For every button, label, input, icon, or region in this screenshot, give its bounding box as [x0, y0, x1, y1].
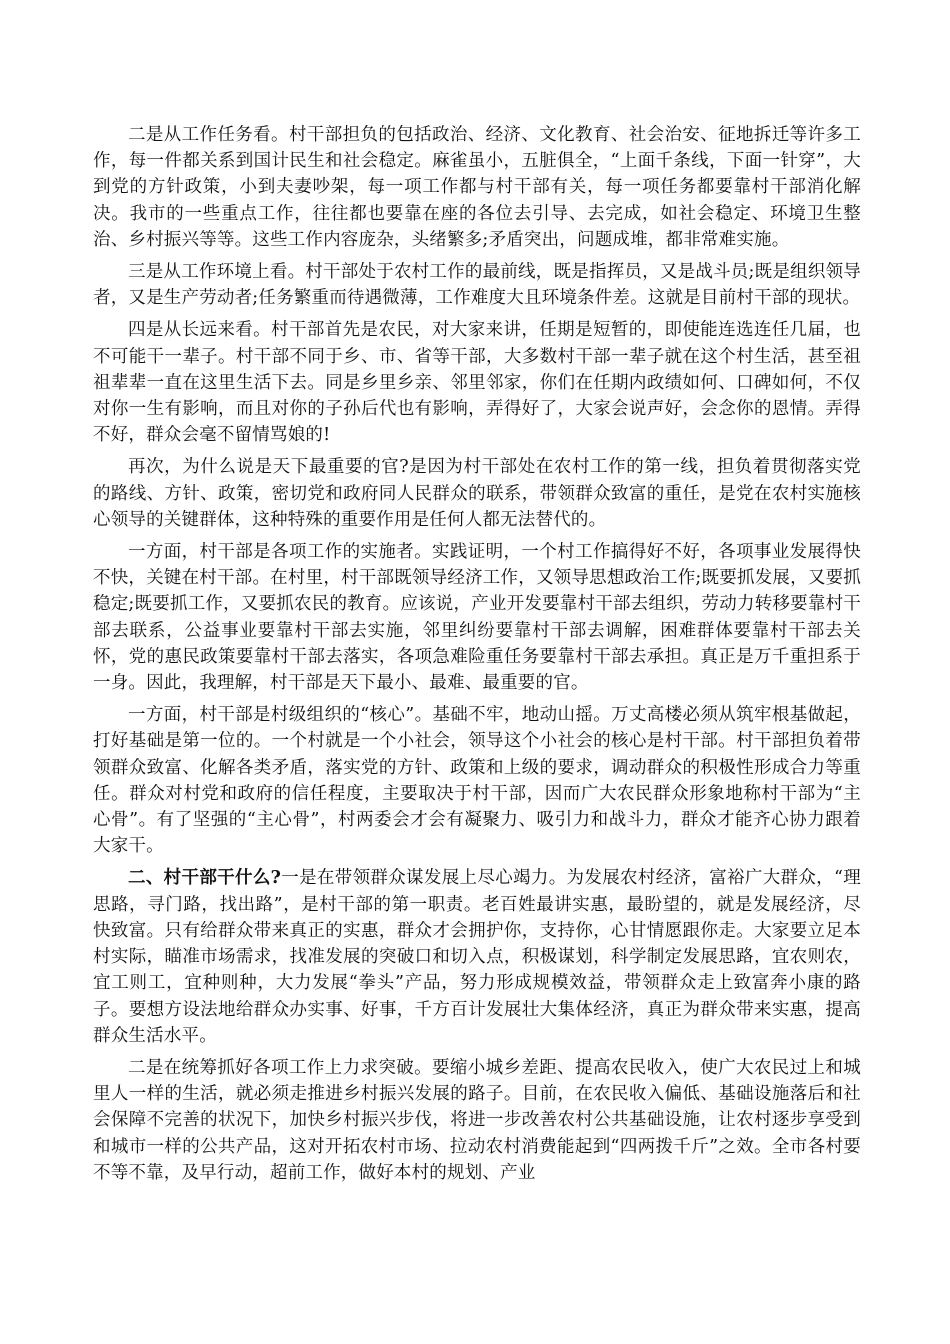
paragraph-text: 再次，为什么说是天下最重要的官?是因为村干部处在农村工作的第一线，担负着贯彻落实党的路线、方针、政策，密切党和政府同人民群众的联系，带领群众致富的重任，是党在农村实施核心领导的关键群体，这种特殊的重要作用是任何人都无法替代的。 [93, 457, 861, 530]
section-heading: 二、村干部干什么? [128, 868, 282, 889]
paragraph-text: 三是从工作环境上看。村干部处于农村工作的最前线，既是指挥员，又是战斗员;既是组织领导者，又是生产劳动者;任务繁重而待遇微薄，工作难度大且环境条件差。这就是目前村干部的现状。 [93, 262, 861, 309]
paragraph-text: 一方面，村干部是村级组织的“核心”。基础不牢，地动山摇。万丈高楼必须从筑牢根基做起，打好基础是第一位的。一个村就是一个小社会，领导这个小社会的核心是村干部。村干部担负着带领群众致富、化解各类矛盾，落实党的方针、政策和上级的要求，调动群众的积极性形成合力等重任。群众对村党和政府的信任程度，主要取决于村干部，因而广大农民群众形象地称村干部为“主心骨”。有了坚强的“主心骨”，村两委会才会有凝聚力、吸引力和战斗力，群众才能齐心协力跟着大家干。 [93, 705, 861, 857]
paragraph-1 [93, 122, 861, 253]
paragraph-8 [93, 1055, 861, 1186]
paragraph-text: 二是在统筹抓好各项工作上力求突破。要缩小城乡差距、提高农民收入，使广大农民过上和城里人一样的生活，就必须走推进乡村振兴发展的路子。目前，在农民收入偏低、基础设施落后和社会保障不完善的状况下，加快乡村振兴步伐，将进一步改善农村公共基础设施，让农村逐步享受到和城市一样的公共产品，这对开拓农村市场、拉动农村消费能起到“四两拨千斤”之效。全市各村要不等不靠，及早行动，超前工作，做好本村的规划、产业 [93, 1057, 861, 1183]
paragraph-3 [93, 317, 861, 448]
paragraph-4 [93, 454, 861, 533]
paragraph-5 [93, 539, 861, 696]
document-page [93, 122, 861, 1192]
paragraph-text: 二是从工作任务看。村干部担负的包括政治、经济、文化教育、社会治安、征地拆迁等许多工作，每一件都关系到国计民生和社会稳定。麻雀虽小，五脏俱全，“上面千条线，下面一针穿”，大到党的方针政策，小到夫妻吵架，每一项工作都与村干部有关，每一项任务都要靠村干部消化解决。我市的一些重点工作，往往都也要靠在座的各位去引导、去完成，如社会稳定、环境卫生整治、乡村振兴等等。这些工作内容庞杂，头绪繁多;矛盾突出，问题成堆，都非常难实施。 [93, 125, 861, 250]
paragraph-text: 四是从长远来看。村干部首先是农民，对大家来讲，任期是短暂的，即使能连选连任几届，也不可能干一辈子。村干部不同于乡、市、省等干部，大多数村干部一辈子就在这个村生活，甚至祖祖辈辈一直在这里生活下去。同是乡里乡亲、邻里邻家，你们在任期内政绩如何、口碑如何，不仅对你一生有影响，而且对你的子孙后代也有影响，弄得好了，大家会说声好，会念你的恩情。弄得不好，群众会毫不留情骂娘的! [93, 320, 861, 446]
paragraph-text: 一是在带领群众谋发展上尽心竭力。为发展农村经济，富裕广大群众，“理思路，寻门路，找出路”，是村干部的第一职责。老百姓最讲实惠，最盼望的，就是发展经济，尽快致富。只有给群众带来真正的实惠，群众才会拥护你，支持你，心甘情愿跟你走。大家要立足本村实际，瞄准市场需求，找准发展的突破口和切入点，积极谋划，科学制定发展思路，宜农则农，宜工则工，宜种则种，大力发展“拳头”产品，努力形成规模效益，带领群众走上致富奔小康的路子。要想方设法地给群众办实事、好事，千方百计发展壮大集体经济，真正为群众带来实惠，提高群众生活水平。 [93, 868, 861, 1046]
paragraph-2 [93, 259, 861, 311]
paragraph-7 [93, 865, 861, 1048]
paragraph-text: 一方面，村干部是各项工作的实施者。实践证明，一个村工作搞得好不好，各项事业发展得快不快，关键在村干部。在村里，村干部既领导经济工作，又领导思想政治工作;既要抓发展，又要抓稳定;既要抓工作，又要抓农民的教育。应该说，产业开发要靠村干部去组织，劳动力转移要靠村干部去联系，公益事业要靠村干部去实施，邻里纠纷要靠村干部去调解，困难群体要靠村干部去关怀，党的惠民政策要靠村干部去落实，各项急难险重任务要靠村干部去承担。真正是万千重担系于一身。因此，我理解，村干部是天下最小、最难、最重要的官。 [93, 542, 861, 694]
paragraph-6 [93, 702, 861, 859]
